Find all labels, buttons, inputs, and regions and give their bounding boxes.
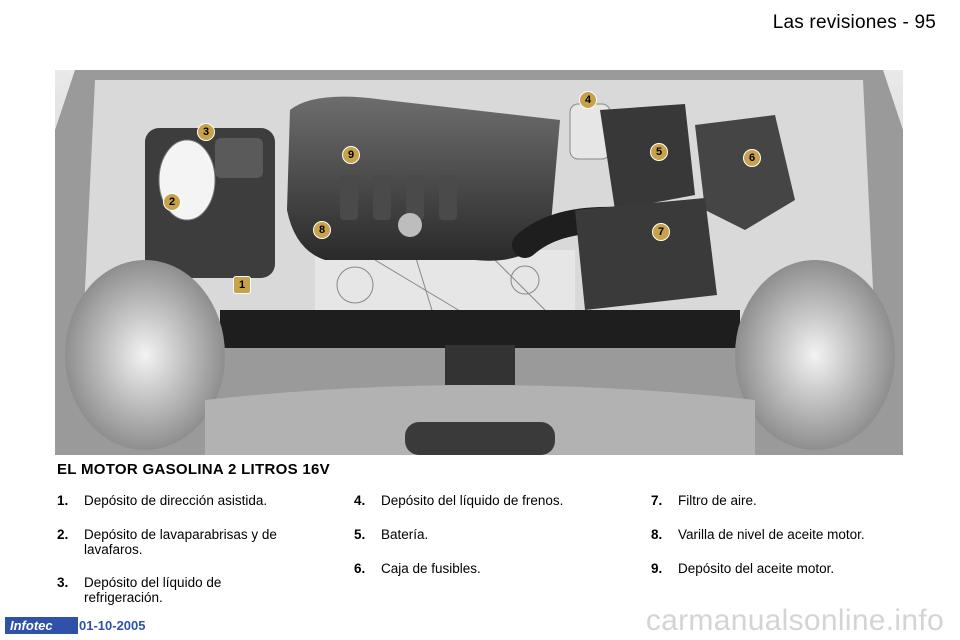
callout-badge-5: 5 — [650, 143, 668, 161]
legend-number: 7. — [651, 493, 663, 508]
callout-badge-4: 4 — [579, 91, 597, 109]
callout-badge-1: 1 — [233, 276, 251, 294]
legend-column-1 — [54, 493, 324, 605]
legend-column-3 — [648, 493, 918, 576]
legend-item-2 — [54, 527, 334, 557]
legend-text: Depósito del líquido de frenos. — [381, 493, 564, 508]
legend-item-3 — [54, 575, 274, 605]
legend-item-8 — [648, 527, 918, 542]
legend-item-5 — [351, 527, 621, 542]
legend-text: Batería. — [381, 527, 429, 542]
legend-text: Depósito del aceite motor. — [678, 561, 835, 576]
legend-item-6 — [351, 561, 621, 576]
legend-text: Filtro de aire. — [678, 493, 757, 508]
legend-number: 2. — [57, 527, 69, 542]
callout-badge-9: 9 — [342, 146, 360, 164]
legend-number: 6. — [354, 561, 366, 576]
callout-badge-2: 2 — [163, 193, 181, 211]
legend-text: Varilla de nivel de aceite motor. — [678, 527, 865, 542]
legend-item-1 — [54, 493, 324, 508]
engine-bay-illustration — [55, 70, 903, 455]
legend-number: 8. — [651, 527, 663, 542]
legend-number: 3. — [57, 575, 69, 590]
footer-date: 01-10-2005 — [79, 618, 146, 633]
legend-number: 4. — [354, 493, 366, 508]
site-watermark: carmanualsonline.info — [645, 604, 944, 637]
legend-number: 1. — [57, 493, 69, 508]
legend-number: 9. — [651, 561, 663, 576]
callout-badge-8: 8 — [313, 221, 331, 239]
callout-badge-7: 7 — [652, 223, 670, 241]
legend-text: Caja de fusibles. — [381, 561, 481, 576]
legend-item-7 — [648, 493, 918, 508]
legend-item-9 — [648, 561, 918, 576]
legend-text: Depósito de dirección asistida. — [84, 493, 268, 508]
page-header: Las revisiones - 95 — [772, 12, 936, 33]
callout-badge-6: 6 — [743, 149, 761, 167]
section-title: EL MOTOR GASOLINA 2 LITROS 16V — [57, 461, 330, 478]
infotec-logo: Infotec — [5, 617, 78, 634]
legend-item-4 — [351, 493, 621, 508]
callout-badge-3: 3 — [197, 123, 215, 141]
legend-text: Depósito del líquido de refrigeración. — [84, 575, 222, 605]
legend-text: Depósito de lavaparabrisas y de lavafaros. — [84, 527, 277, 557]
legend-column-2 — [351, 493, 621, 576]
legend-number: 5. — [354, 527, 366, 542]
